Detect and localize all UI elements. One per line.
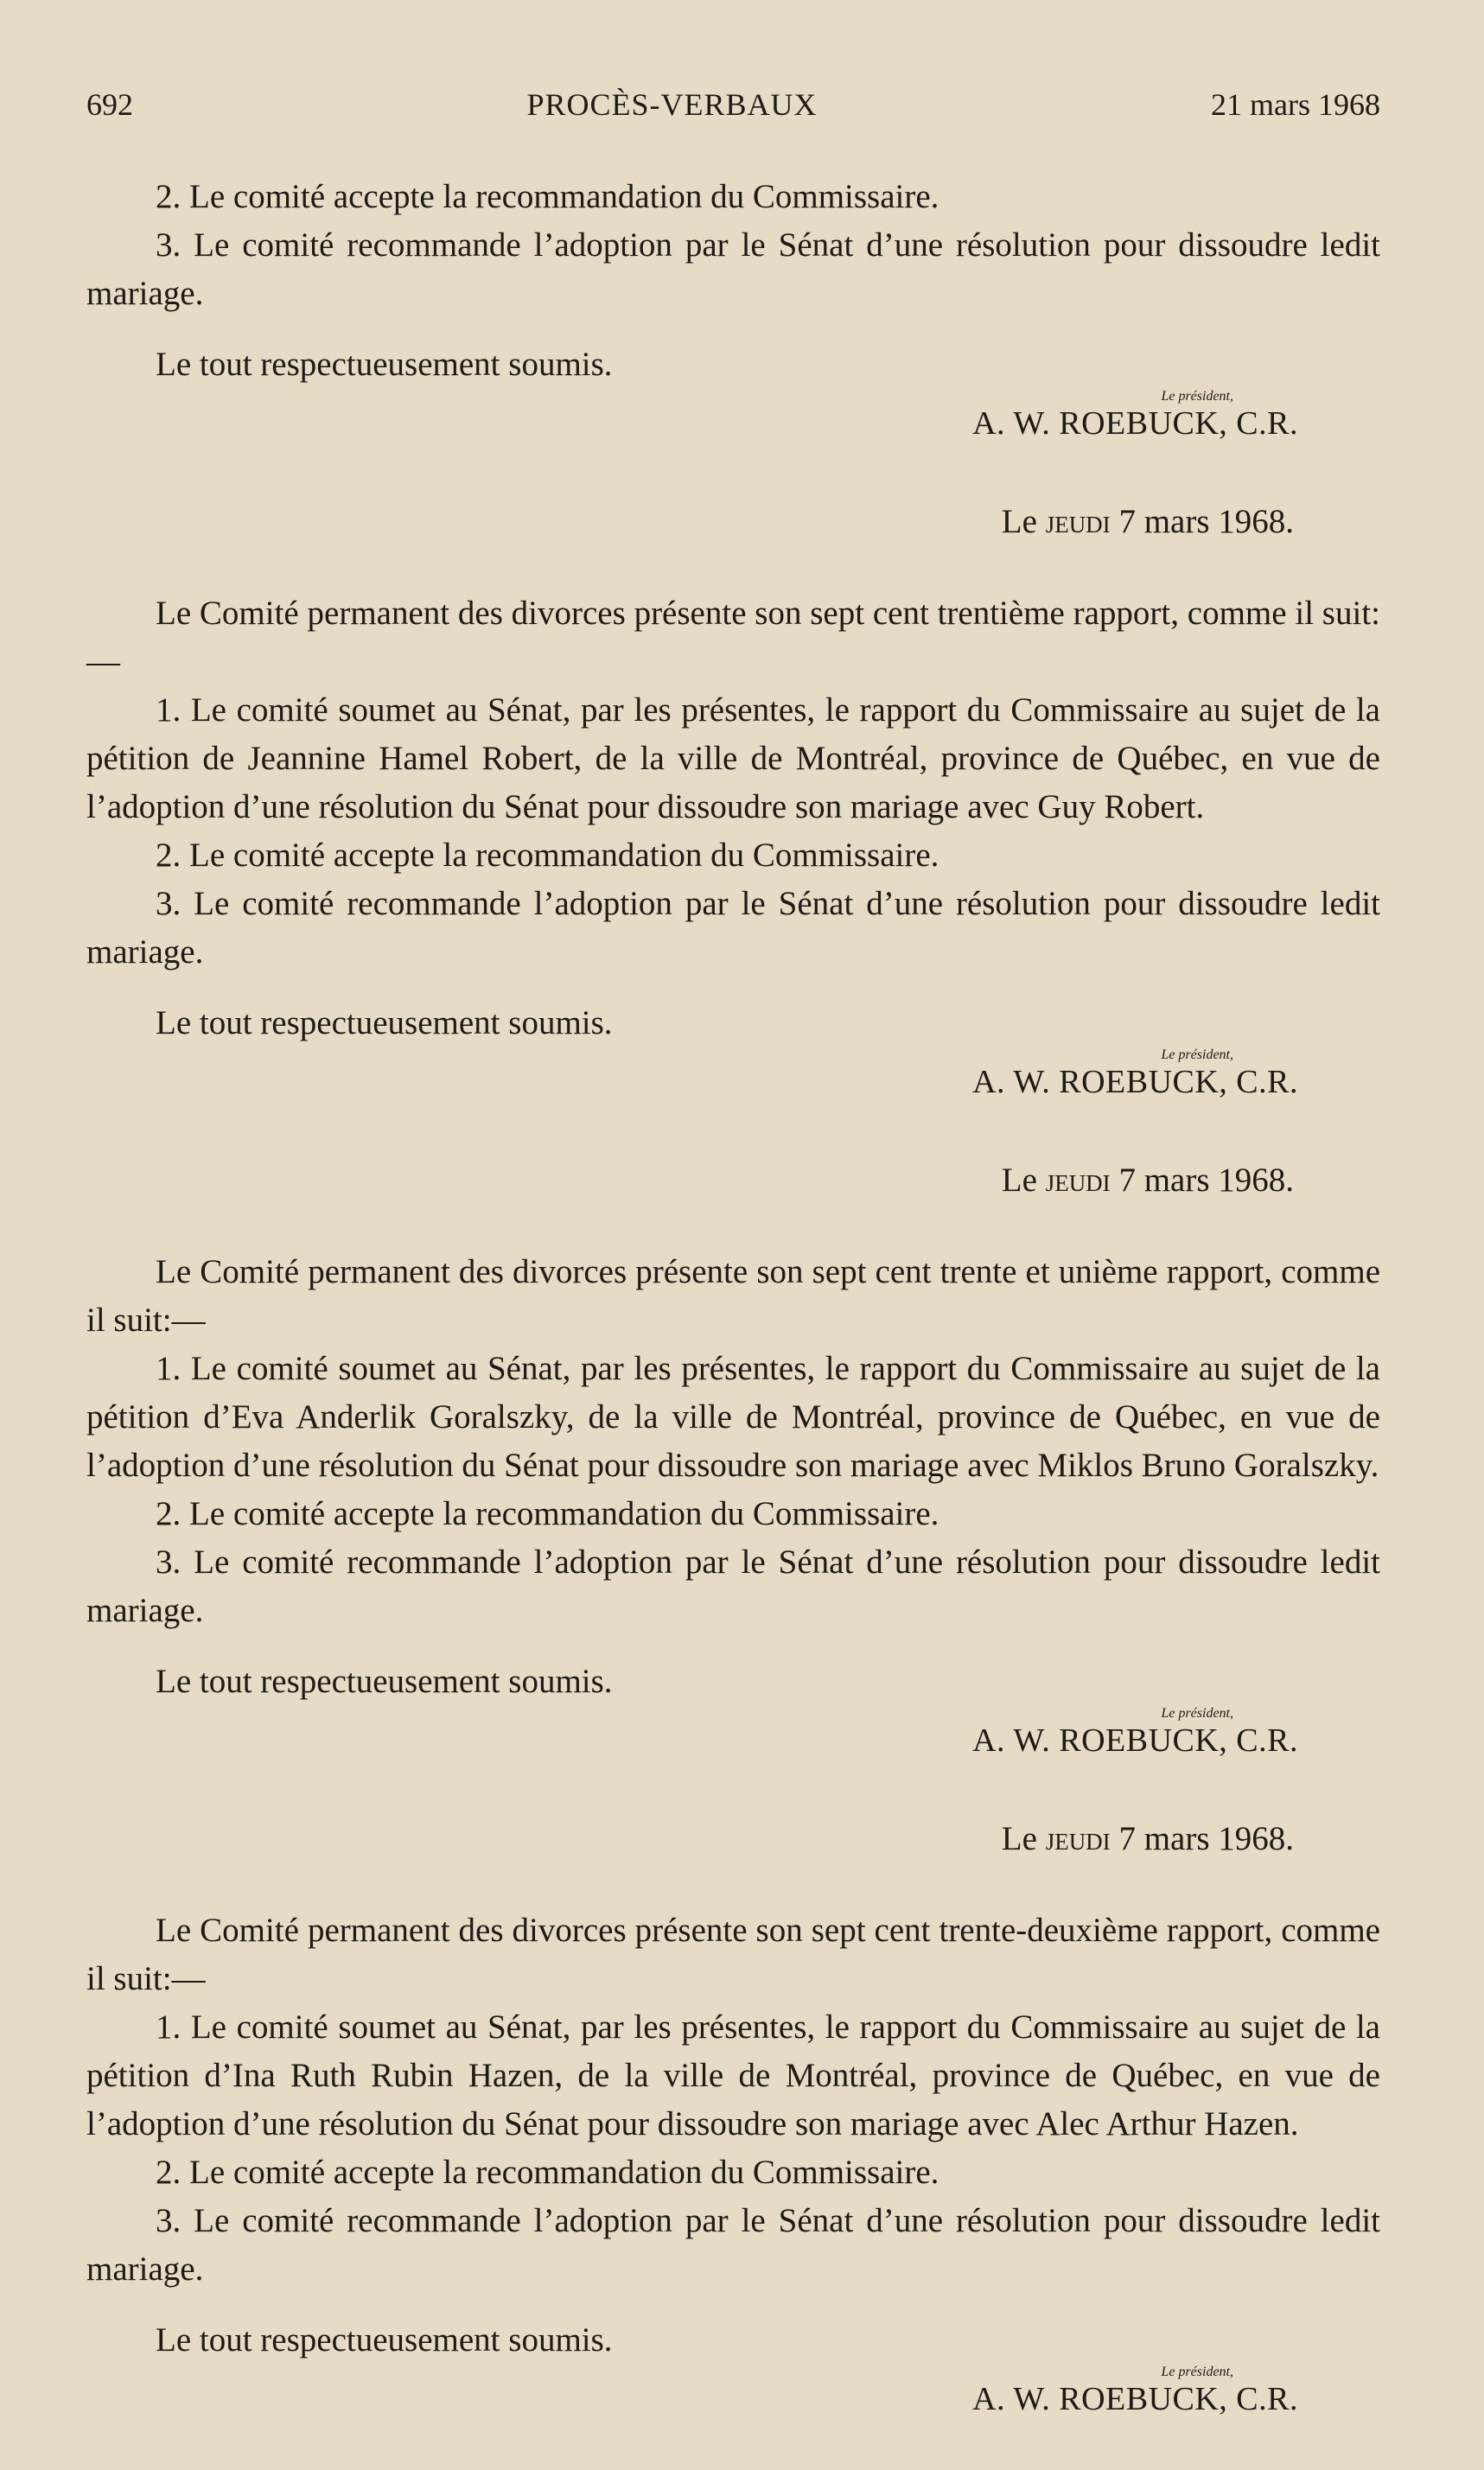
report-item-3: 3. Le comité recommande l’adoption par le Sénat d’une résolution pour dissoudre ledit mariage. <box>86 226 1380 312</box>
report-item-2: 2. Le comité accepte la recommandation du Commissaire. <box>156 178 939 215</box>
report-date-rest: 7 mars 1968. <box>1118 1820 1294 1857</box>
closing-line: Le tout respectueusement soumis. <box>156 2321 613 2359</box>
signature-role: Le président, <box>1161 1047 1233 1062</box>
report-item-3: 3. Le comité recommande l’adoption par le Sénat d’une résolution pour dissoudre ledit mariage. <box>86 2202 1380 2288</box>
signature-name: A. W. ROEBUCK, C.R. <box>972 405 1298 442</box>
report-item-2: 2. Le comité accepte la recommandation du Commissaire. <box>156 837 939 874</box>
report-item-3: 3. Le comité recommande l’adoption par le Sénat d’une résolution pour dissoudre ledit mariage. <box>86 1544 1380 1629</box>
closing-line: Le tout respectueusement soumis. <box>156 1004 613 1041</box>
report-732 <box>86 1815 1380 2418</box>
header-date: 21 mars 1968 <box>1211 87 1380 122</box>
report-date-rest: 7 mars 1968. <box>1118 1162 1294 1199</box>
report-item-2: 2. Le comité accepte la recommandation du Commissaire. <box>156 1495 939 1532</box>
signature-name: A. W. ROEBUCK, C.R. <box>972 2381 1298 2417</box>
signature-role: Le président, <box>1161 389 1233 404</box>
signature-name: A. W. ROEBUCK, C.R. <box>972 1722 1298 1759</box>
report-730 <box>86 498 1380 1101</box>
report-date-prefix: Le <box>1001 1162 1037 1199</box>
continued-report <box>86 173 1380 442</box>
report-item-3: 3. Le comité recommande l’adoption par le Sénat d’une résolution pour dissoudre ledit mariage. <box>86 885 1380 971</box>
signature-role: Le président, <box>1161 2365 1233 2379</box>
signature-block <box>86 389 1380 442</box>
report-date <box>86 1815 1380 1863</box>
report-731 <box>86 1156 1380 1760</box>
closing-line: Le tout respectueusement soumis. <box>156 1663 613 1700</box>
page-number: 692 <box>86 87 133 122</box>
closing-line: Le tout respectueusement soumis. <box>156 346 613 383</box>
report-item-1: 1. Le comité soumet au Sénat, par les présentes, le rapport du Commissaire au sujet de la pétition de Jeannine Hamel Robert, de la ville de Montréal, province de Québec, en vue de l’adoption d’une résolution du Sénat pour dissoudre son mariage avec Guy Robert. <box>86 691 1380 825</box>
report-date-day: jeudi <box>1045 503 1111 540</box>
page-header <box>86 86 1380 123</box>
running-title: PROCÈS-VERBAUX <box>526 87 818 122</box>
report-intro: Le Comité permanent des divorces présente son sept cent trente-deuxième rapport, comme il suit:— <box>86 1912 1380 1997</box>
report-date-prefix: Le <box>1001 503 1037 540</box>
report-date <box>86 1156 1380 1205</box>
signature-block <box>86 1706 1380 1760</box>
report-item-1: 1. Le comité soumet au Sénat, par les présentes, le rapport du Commissaire au sujet de la pétition d’Eva Anderlik Goralszky, de la ville de Montréal, province de Québec, en vue de l’adoption d’une résolution du Sénat pour dissoudre son mariage avec Miklos Bruno Goralszky. <box>86 1350 1380 1484</box>
report-intro: Le Comité permanent des divorces présente son sept cent trente et unième rapport, comme il suit:— <box>86 1253 1380 1339</box>
signature-block <box>86 1047 1380 1101</box>
report-date-rest: 7 mars 1968. <box>1118 503 1294 540</box>
report-item-1: 1. Le comité soumet au Sénat, par les présentes, le rapport du Commissaire au sujet de la pétition d’Ina Ruth Rubin Hazen, de la ville de Montréal, province de Québec, en vue de l’adoption d’une résolution du Sénat pour dissoudre son mariage avec Alec Arthur Hazen. <box>86 2008 1380 2142</box>
signature-role: Le président, <box>1161 1706 1233 1721</box>
report-date-day: jeudi <box>1045 1820 1111 1857</box>
signature-name: A. W. ROEBUCK, C.R. <box>972 1064 1298 1100</box>
report-date <box>86 498 1380 546</box>
report-date-day: jeudi <box>1045 1162 1111 1199</box>
signature-block <box>86 2365 1380 2418</box>
report-intro: Le Comité permanent des divorces présente son sept cent trentième rapport, comme il suit:— <box>86 595 1380 680</box>
report-date-prefix: Le <box>1001 1820 1037 1857</box>
report-item-2: 2. Le comité accepte la recommandation du Commissaire. <box>156 2154 939 2191</box>
